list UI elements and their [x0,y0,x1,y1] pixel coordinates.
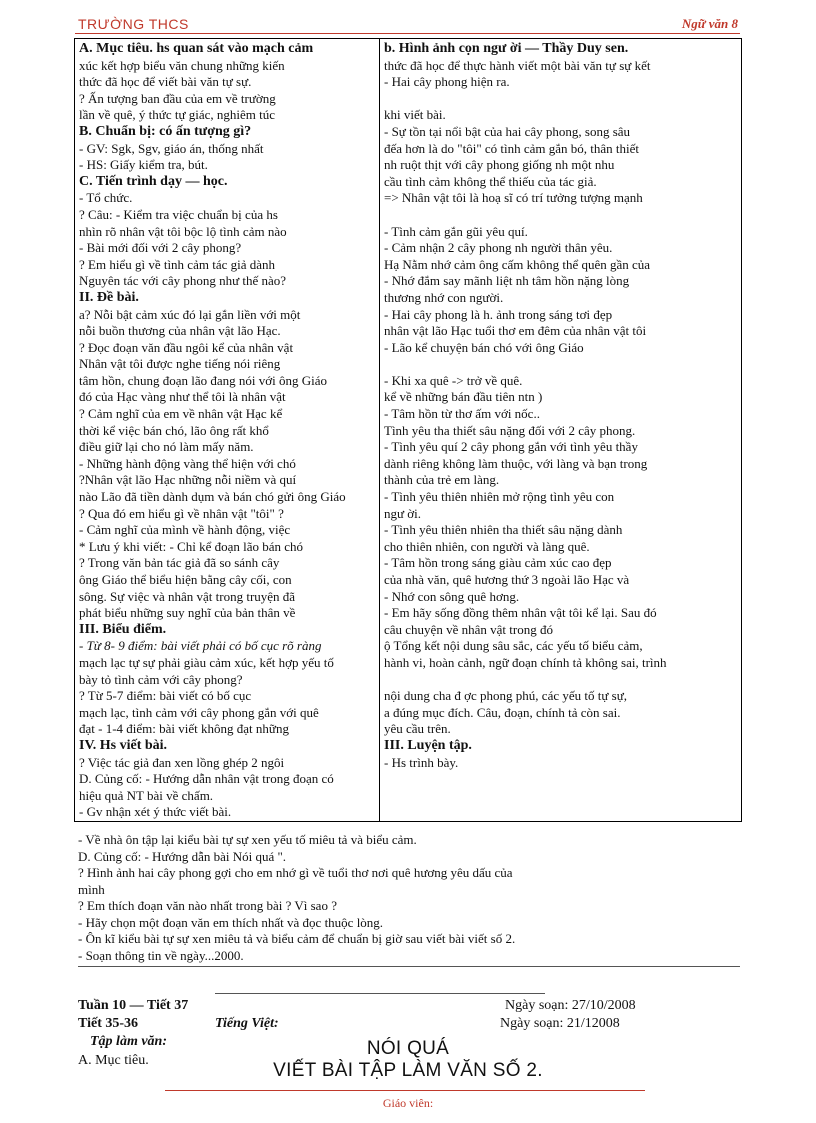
lesson-title-essay: VIẾT BÀI TẬP LÀM VĂN SỐ 2. [273,1060,543,1081]
left-text-line: - HS: Giấy kiểm tra, bút. [79,157,208,173]
section-separator [78,966,740,967]
homework-block [78,832,738,964]
subject-tieng-viet: Tiếng Việt: [215,1016,279,1031]
homework-line: ? Em thích đoạn văn nào nhất trong bài ? Vì sao ? [78,898,337,913]
right-text-line: III. Luyện tập. [384,737,472,753]
right-text-line: - Tình yêu quí 2 cây phong gắn với tình yêu thầy [384,439,638,455]
left-text-line: III. Biểu điểm. [79,621,167,637]
left-text-line: II. Đề bài. [79,289,139,305]
left-text-line: a? Nỗi bật cảm xúc đó lại gắn liền với một [79,306,301,322]
prep-date-2: Ngày soạn: 21/12008 [500,1016,620,1031]
left-text-line: D. Củng cố: - Hướng dẫn nhân vật trong đoạn có [79,771,334,787]
right-text-line: => Nhân vật tôi là hoạ sĩ có trí tưởng tượng mạnh [384,190,643,206]
right-text-line: cầu tình cảm không thể thiếu của tác giả. [384,173,597,189]
right-text-line [384,91,738,108]
footer-rule [165,1090,645,1091]
right-text-line: - Sự tồn tại nổi bật của hai cây phong, song sâu [384,123,631,139]
left-text-line: nhìn rõ nhân vật tôi bộc lộ tình cảm nào [79,223,287,239]
lesson-number: Tiết 35-36 [78,1016,139,1031]
left-text-line: mạch lạc, tình cảm với cây phong gắn với quê [79,704,319,720]
left-text-line: - Tổ chức. [79,190,133,206]
left-text-line: sông. Sự việc và nhân vật trong truyện đã [79,588,296,604]
right-text-line [384,207,738,224]
right-text-line: - Em hãy sống đồng thêm nhân vật tôi kể lại. Sau đó [384,605,657,621]
right-text-line: - Tình yêu thiên nhiên tha thiết sâu nặng dành [384,522,623,538]
right-text-line: thương nhớ con người. [384,289,504,305]
right-text-line: khi viết bài. [384,107,446,123]
left-text-line: IV. Hs viết bài. [79,737,168,753]
right-text-line: - Tâm hồn từ thơ ấm với nốc.. [384,406,540,422]
left-text-line: ? Đọc đoạn văn đầu ngôi kể của nhân vật [79,339,294,355]
left-text-line: - Từ 8- 9 điểm: bài viết phải có bố cục rõ ràng [79,638,322,654]
right-text-line: - Tâm hồn trong sáng giàu cảm xúc cao đẹp [384,555,612,571]
left-text-line: - Những hành động vàng thể hiện với chó [79,455,296,471]
left-text-line: hiệu quả NT bài về chấm. [79,787,214,803]
right-text-line: - Tình yêu thiên nhiên mở rộng tình yêu con [384,489,615,505]
left-text-line: - GV: Sgk, Sgv, giáo án, thống nhất [79,140,264,156]
left-text-line: nào Lão đã tiền dành dụm và bán chó gửi ông Giáo [79,489,346,505]
week-label: Tuần 10 — Tiết 37 [78,998,189,1013]
right-text-line: nội dung cha đ ợc phong phú, các yếu tố tự sự, [384,688,628,704]
right-text-line: - Lão kể chuyện bán chó với ông Giáo [384,339,584,355]
homework-line: mình [78,881,105,897]
homework-line: D. Củng cố: - Hướng dẫn bài Nói quá ". [78,848,287,864]
right-text-line: ộ Tổng kết nội dung sâu sắc, các yếu tố biểu cảm, [384,638,643,654]
left-text-line: ? Em hiểu gì về tình cảm tác giả dành [79,256,276,272]
left-text-line: thời kể việc bán chó, lão ông rất khổ [79,422,269,438]
homework-line: ? Hình ảnh hai cây phong gợi cho em nhớ gì về tuổi thơ nơi quê hương yêu dấu của [78,865,513,880]
left-text-line: B. Chuẩn bị: có ấn tượng gì? [79,123,252,139]
left-text-line: ? Việc tác giả đan xen lồng ghép 2 ngôi [79,754,285,770]
lesson-title-noi-qua: NÓI QUÁ [366,1038,450,1059]
left-text-line: thức đã học để viết bài văn tự sự. [79,74,252,90]
right-text-line: - Hs trình bày. [384,754,459,770]
right-column [384,41,738,771]
left-column [79,41,375,821]
school-name: TRƯỜNG THCS [78,16,189,32]
subject-name: Ngữ văn 8 [681,16,738,31]
right-text-line: thành của trẻ em làng. [384,472,500,488]
left-text-line: A. Mục tiêu. hs quan sát vào mạch cảm [79,41,314,56]
right-text-line: b. Hình ảnh cọn ngư ời — Thầy Duy sen. [384,41,629,56]
left-text-line: bày tỏ tình cảm với cây phong? [79,671,243,687]
objective-heading: A. Mục tiêu. [78,1053,149,1068]
left-text-line: ? Qua đó em hiểu gì về nhân vật "tôi" ? [79,505,284,521]
left-text-line: ?Nhân vật lão Hạc những nỗi niềm và quí [79,472,297,488]
right-text-line: a đúng mục đích. Câu, đoạn, chính tả còn sai. [384,704,621,720]
left-text-line: ? Ấn tượng ban đầu của em về trường [79,90,276,106]
left-text-line: mạch lạc tự sự phải giàu cảm xúc, kết hợp yếu tố [79,654,334,670]
left-text-line: ? Câu: - Kiểm tra việc chuẩn bị của hs [79,206,278,222]
right-text-line: - Hai cây phong là h. ảnh trong sáng tơi đẹp [384,306,613,322]
column-divider [379,39,380,821]
homework-line: - Soạn thông tin về ngày...2000. [78,947,244,963]
left-text-line: - Bài mới đối với 2 cây phong? [79,240,242,256]
left-text-line: - Gv nhận xét ý thức viết bài. [79,804,232,820]
left-text-line: ? Cảm nghĩ của em về nhân vật Hạc kể [79,406,283,422]
left-text-line: đó của Hạc vàng như thể tôi là nhân vật [79,389,286,405]
left-text-line: phát biểu những suy nghĩ của bản thân về [79,605,296,621]
right-text-line: câu chuyện về nhân vật trong đó [384,621,553,637]
right-text-line: - Tình cảm gắn gũi yêu quí. [384,223,528,239]
right-text-line: dành riêng không làm thuộc, với làng và bạn trong [384,455,648,471]
left-text-line: điều giữ lại cho nó làm mấy năm. [79,439,254,455]
right-text-line: Hạ Nằm nhớ cảm ông cấm không thể quên gần của [384,256,651,272]
right-text-line: - Cảm nhận 2 cây phong nh người thân yêu. [384,240,613,256]
right-text-line: kể về những bán đầu tiên ntn ) [384,389,543,405]
left-text-line: ? Từ 5-7 điểm: bài viết có bố cục [79,688,252,704]
right-text-line: yêu cầu trên. [384,721,451,737]
homework-line: - Về nhà ôn tập lại kiểu bài tự sự xen yếu tố miêu tả và biểu cảm. [78,832,417,847]
homework-line: - Ôn kĩ kiểu bài tự sự xen miêu tả và biểu cảm để chuẩn bị giờ sau viết bài viết số 2. [78,931,516,946]
teacher-label: Giáo viên: [382,1096,434,1110]
section-separator-short [215,993,545,994]
right-text-line: ngư ời. [384,505,422,521]
right-text-line: Tình yêu tha thiết sâu nặng đối với 2 cây phong. [384,422,636,438]
subject-tap-lam-van: Tập làm văn: [90,1034,167,1049]
right-text-line [384,672,738,689]
left-text-line: Nguyên tác với cây phong như thế nào? [79,273,287,289]
left-text-line: C. Tiến trình dạy — học. [79,173,228,189]
homework-line: - Hãy chọn một đoạn văn em thích nhất và đọc thuộc lòng. [78,914,384,930]
left-text-line: tâm hồn, chung đoạn lão đang nói với ông Giáo [79,372,328,388]
prep-date-1: Ngày soạn: 27/10/2008 [505,998,636,1013]
right-text-line: - Nhớ đắm say mãnh liệt nh tâm hồn nặng lòng [384,273,630,289]
right-text-line [384,356,738,373]
lesson-table [74,38,742,822]
right-text-line: thức đã học để thực hành viết một bài văn tự sự kết [384,57,651,73]
left-text-line: nỗi buồn thương của nhân vật lão Hạc. [79,323,281,339]
left-text-line: * Lưu ý khi viết: - Chỉ kể đoạn lão bán chó [79,538,304,554]
left-text-line: đạt - 1-4 điểm: bài viết không đạt những [79,721,289,737]
right-text-line: hành vi, hoàn cảnh, ngữ đoạn chính tả không sai, trình [384,654,667,670]
right-text-line: - Nhớ con sông quê hơng. [384,588,520,604]
left-text-line: lần về quê, ý thức tự giác, nghiêm túc [79,107,276,123]
left-text-line: Nhân vật tôi được nghe tiếng nói riêng [79,356,281,372]
right-text-line: của nhà văn, quê hương thứ 3 ngoài lão Hạc và [384,572,630,587]
right-text-line: - Khi xa quê -> trở về quê. [384,372,523,388]
left-text-line: - Cảm nghĩ của mình về hành động, việc [79,522,291,538]
left-text-line: ông Giáo thể biểu hiện bằng cây cối, con [79,572,292,587]
header-rule [75,33,740,34]
left-text-line: ? Trong văn bản tác giả đã so sánh cây [79,555,280,571]
left-text-line: xúc kết hợp biểu văn chung những kiến [79,57,285,73]
right-text-line: cho thiên nhiên, con người và làng quê. [384,538,590,554]
right-text-line: - Hai cây phong hiện ra. [384,74,510,90]
right-text-line: nhân vật lão Hạc tuổi thơ em đêm của nhân vật tôi [384,323,647,339]
right-text-line: đếa hơn là do "tôi" có tình cảm gắn bó, thân thiết [384,140,640,156]
right-text-line: nh ruột thịt với cây phong giống nh một nhu [384,157,615,173]
